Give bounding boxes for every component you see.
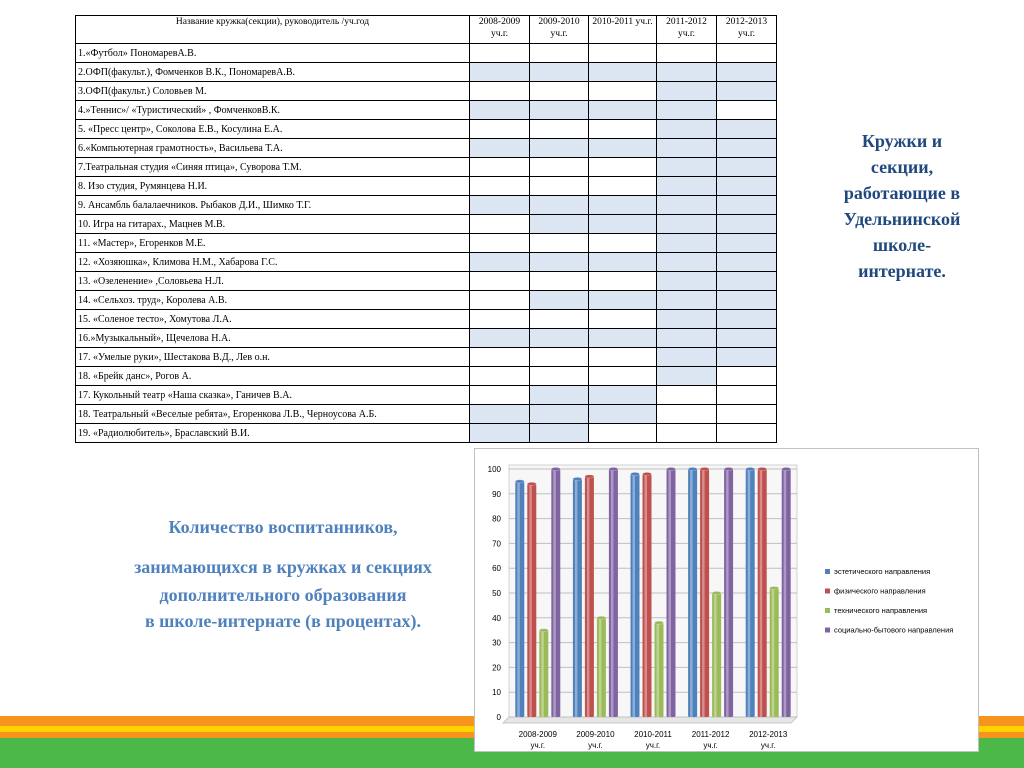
bar-cap: [609, 467, 618, 470]
bar-cap: [597, 616, 606, 619]
year-cell-empty: [470, 291, 530, 310]
table-row: [76, 82, 777, 101]
year-cell-active: [657, 253, 717, 272]
year-cell-active: [657, 139, 717, 158]
header-year-cell: 2008-2009 уч.г.: [470, 16, 530, 44]
legend-entry: физического направления: [834, 586, 926, 596]
bar-highlight: [748, 469, 751, 717]
year-cell-active: [717, 310, 777, 329]
table-row: [76, 348, 777, 367]
year-cell-active: [530, 101, 589, 120]
table-row: [76, 291, 777, 310]
table-row: [76, 272, 777, 291]
x-tick-label: 2008-2009: [518, 730, 557, 739]
bar-cap: [688, 467, 697, 470]
bar-cap: [527, 482, 536, 485]
year-cell-active: [717, 82, 777, 101]
clubs-table: [75, 15, 777, 443]
year-cell-active: [717, 196, 777, 215]
year-cell-active: [530, 386, 589, 405]
side-title-line: интернате.: [858, 261, 946, 281]
year-cell-empty: [589, 310, 657, 329]
x-tick-label: уч.г.: [760, 741, 776, 750]
year-cell-active: [657, 101, 717, 120]
year-cell-active: [470, 139, 530, 158]
bar-highlight: [702, 469, 705, 717]
table-row: [76, 329, 777, 348]
table-row: [76, 63, 777, 82]
y-tick-label: 80: [492, 514, 501, 524]
side-title-line: школе-: [872, 235, 932, 255]
year-cell-empty: [530, 82, 589, 101]
header-name-cell: Название кружка(секции), руководитель /уч.год: [76, 16, 470, 44]
table-row: [76, 177, 777, 196]
year-cell-active: [530, 196, 589, 215]
year-cell-active: [530, 291, 589, 310]
y-tick-label: 40: [492, 613, 501, 623]
bar-highlight: [669, 469, 672, 717]
bar: [597, 618, 606, 717]
year-cell-active: [657, 272, 717, 291]
club-name-cell: 11. «Мастер», Егоренков М.Е.: [76, 234, 470, 253]
side-title-line: Кружки и: [861, 131, 943, 151]
x-tick-label: уч.г.: [703, 741, 718, 750]
table-row: [76, 215, 777, 234]
year-cell-active: [717, 272, 777, 291]
bar-cap: [539, 629, 548, 632]
y-tick-label: 70: [492, 539, 501, 549]
year-cell-empty: [589, 272, 657, 291]
bar-cap: [712, 591, 721, 594]
year-cell-empty: [470, 44, 530, 63]
year-cell-active: [657, 348, 717, 367]
bar-highlight: [760, 469, 763, 717]
legend-entry: эстетического направления: [834, 567, 931, 576]
year-cell-active: [470, 253, 530, 272]
year-cell-empty: [470, 177, 530, 196]
bar-cap: [782, 467, 791, 470]
club-name-cell: 2.ОФП(факульт.), Фомченков В.К., ПономаревА.В.: [76, 63, 470, 82]
year-cell-active: [470, 63, 530, 82]
year-cell-active: [530, 253, 589, 272]
caption-line: в школе-интернате (в процентах).: [144, 611, 422, 631]
bar-cap: [585, 475, 594, 478]
bar-highlight: [690, 469, 693, 717]
year-cell-active: [717, 234, 777, 253]
header-year-cell: 2009-2010 уч.г.: [530, 16, 589, 44]
bar-highlight: [633, 474, 636, 717]
year-cell-empty: [589, 120, 657, 139]
year-cell-active: [657, 367, 717, 386]
club-name-cell: 17. Кукольный театр «Наша сказка», Ганичев В.А.: [76, 386, 470, 405]
year-cell-active: [657, 177, 717, 196]
year-cell-empty: [530, 310, 589, 329]
year-cell-active: [717, 177, 777, 196]
year-cell-active: [589, 253, 657, 272]
bar-highlight: [657, 623, 660, 717]
table-row: [76, 120, 777, 139]
bar-cap: [551, 467, 560, 470]
y-tick-label: 50: [492, 589, 501, 598]
year-cell-empty: [530, 272, 589, 291]
year-cell-active: [717, 63, 777, 82]
x-tick-label: уч.г.: [645, 741, 661, 750]
year-cell-active: [530, 215, 589, 234]
bar-cap: [667, 467, 676, 470]
club-name-cell: 3.ОФП(факульт.) Соловьев М.: [76, 82, 470, 101]
year-cell-empty: [657, 44, 717, 63]
year-cell-empty: [530, 44, 589, 63]
bar-highlight: [553, 469, 556, 717]
bar-cap: [573, 477, 582, 480]
club-name-cell: 18. Театральный «Веселые ребята», Егоренкова Л.В., Черноусова А.Б.: [76, 405, 470, 424]
table-row: [76, 101, 777, 120]
year-cell-empty: [470, 272, 530, 291]
legend-swatch: [825, 589, 830, 594]
header-year-cell: 2012-2013 уч.г.: [717, 16, 777, 44]
club-name-cell: 19. «Радиолюбитель», Браславский В.И.: [76, 424, 470, 443]
club-name-cell: 12. «Хозяюшка», Климова Н.М., Хабарова Г.С.: [76, 253, 470, 272]
table-row: [76, 386, 777, 405]
bar-cap: [655, 621, 664, 624]
year-cell-active: [657, 158, 717, 177]
year-cell-active: [470, 405, 530, 424]
year-cell-active: [657, 63, 717, 82]
bar-chart: [475, 449, 978, 751]
year-cell-active: [470, 329, 530, 348]
x-tick-label: 2011-2012: [691, 730, 730, 739]
club-name-cell: 18. «Брейк данс», Рогов А.: [76, 367, 470, 386]
year-cell-active: [589, 101, 657, 120]
year-cell-active: [717, 291, 777, 310]
year-cell-active: [717, 158, 777, 177]
year-cell-active: [470, 196, 530, 215]
side-title-line: секции,: [870, 157, 934, 177]
bar-highlight: [517, 481, 520, 717]
x-tick-label: 2009-2010: [576, 730, 615, 739]
table-row: [76, 139, 777, 158]
club-name-cell: 7.Театральная студия «Синяя птица», Суворова Т.М.: [76, 158, 470, 177]
year-cell-empty: [589, 367, 657, 386]
bar-highlight: [645, 474, 648, 717]
year-cell-active: [589, 196, 657, 215]
bar-cap: [643, 472, 652, 475]
bar-highlight: [599, 618, 602, 717]
bar: [573, 479, 582, 717]
club-name-cell: 15. «Соленое тесто», Хомутова Л.А.: [76, 310, 470, 329]
side-title-line: Удельнинской: [843, 209, 961, 229]
year-cell-empty: [717, 101, 777, 120]
year-cell-active: [589, 386, 657, 405]
year-cell-active: [657, 310, 717, 329]
year-cell-active: [470, 101, 530, 120]
table-row: [76, 405, 777, 424]
side-title-line: работающие в: [843, 183, 961, 203]
legend-swatch: [825, 608, 830, 613]
club-name-cell: 17. «Умелые руки», Шестакова В.Д., Лев о.н.: [76, 348, 470, 367]
table-row: [76, 367, 777, 386]
caption-line: занимающихся в кружках и секциях: [134, 557, 432, 577]
year-cell-empty: [657, 386, 717, 405]
legend-swatch: [825, 569, 830, 574]
year-cell-empty: [717, 367, 777, 386]
club-name-cell: 4.»Теннис»/ «Туристический» , ФомченковВ.К.: [76, 101, 470, 120]
year-cell-active: [657, 196, 717, 215]
table-row: [76, 158, 777, 177]
year-cell-empty: [470, 367, 530, 386]
caption-line: Количество воспитанников,: [168, 517, 398, 537]
bar-highlight: [726, 469, 729, 717]
year-cell-active: [657, 120, 717, 139]
year-cell-empty: [470, 234, 530, 253]
year-cell-empty: [470, 310, 530, 329]
year-cell-empty: [470, 215, 530, 234]
legend-entry: технического направления: [834, 606, 928, 615]
club-name-cell: 13. «Озеленение» ,Соловьева Н.Л.: [76, 272, 470, 291]
side-title: [818, 128, 986, 284]
year-cell-empty: [717, 424, 777, 443]
bar-highlight: [575, 479, 578, 717]
table-row: [76, 234, 777, 253]
year-cell-active: [717, 120, 777, 139]
table-header-row: [76, 16, 777, 44]
bar-highlight: [714, 593, 717, 717]
year-cell-empty: [589, 234, 657, 253]
year-cell-empty: [657, 405, 717, 424]
table-row: [76, 44, 777, 63]
year-cell-empty: [717, 44, 777, 63]
year-cell-empty: [717, 386, 777, 405]
year-cell-active: [589, 405, 657, 424]
table-row: [76, 424, 777, 443]
table-row: [76, 310, 777, 329]
year-cell-active: [589, 329, 657, 348]
year-cell-active: [589, 63, 657, 82]
year-cell-empty: [717, 405, 777, 424]
bar-highlight: [529, 484, 532, 717]
bar: [609, 469, 618, 717]
club-name-cell: 14. «Сельхоз. труд», Королева А.В.: [76, 291, 470, 310]
year-cell-empty: [589, 424, 657, 443]
year-cell-empty: [589, 44, 657, 63]
caption-line: дополнительного образования: [159, 585, 407, 605]
year-cell-active: [657, 329, 717, 348]
bar-highlight: [784, 469, 787, 717]
y-tick-label: 100: [487, 465, 501, 474]
club-name-cell: 8. Изо студия, Румянцева Н.И.: [76, 177, 470, 196]
year-cell-active: [717, 329, 777, 348]
club-name-cell: 16.»Музыкальный», Щечелова Н.А.: [76, 329, 470, 348]
year-cell-active: [530, 139, 589, 158]
year-cell-active: [657, 234, 717, 253]
year-cell-empty: [589, 348, 657, 367]
year-cell-empty: [530, 120, 589, 139]
year-cell-active: [717, 348, 777, 367]
header-year-cell: 2010-2011 уч.г.: [589, 16, 657, 44]
year-cell-empty: [589, 82, 657, 101]
y-tick-label: 20: [492, 663, 501, 673]
y-tick-label: 0: [496, 713, 501, 722]
bar-cap: [631, 472, 640, 475]
year-cell-empty: [530, 367, 589, 386]
bar-highlight: [611, 469, 614, 717]
year-cell-active: [717, 215, 777, 234]
y-tick-label: 30: [492, 638, 501, 648]
year-cell-empty: [530, 158, 589, 177]
year-cell-active: [589, 139, 657, 158]
club-name-cell: 1.«Футбол» ПономаревА.В.: [76, 44, 470, 63]
bar-cap: [758, 467, 767, 470]
bar-highlight: [541, 630, 544, 717]
bar-cap: [700, 467, 709, 470]
year-cell-active: [657, 291, 717, 310]
y-tick-label: 10: [492, 688, 501, 698]
club-name-cell: 5. «Пресс центр», Соколова Е.В., Косулина Е.А.: [76, 120, 470, 139]
bar-cap: [724, 467, 733, 470]
x-tick-label: уч.г.: [588, 741, 603, 750]
bar-cap: [515, 480, 524, 483]
year-cell-active: [530, 405, 589, 424]
legend-swatch: [825, 628, 830, 633]
bar-cap: [770, 586, 779, 589]
club-name-cell: 10. Игра на гитарах., Мацнев М.В.: [76, 215, 470, 234]
plot-floor: [503, 717, 797, 723]
year-cell-active: [470, 424, 530, 443]
year-cell-active: [530, 63, 589, 82]
bar: [585, 476, 594, 717]
year-cell-active: [530, 424, 589, 443]
year-cell-empty: [470, 82, 530, 101]
year-cell-active: [657, 82, 717, 101]
year-cell-active: [589, 215, 657, 234]
y-tick-label: 90: [492, 489, 501, 499]
club-name-cell: 6.«Компьютерная грамотность», Васильева Т.А.: [76, 139, 470, 158]
year-cell-empty: [470, 120, 530, 139]
year-cell-active: [717, 253, 777, 272]
year-cell-empty: [657, 424, 717, 443]
year-cell-empty: [470, 158, 530, 177]
bar-highlight: [772, 588, 775, 717]
y-tick-label: 60: [492, 564, 501, 574]
year-cell-empty: [589, 177, 657, 196]
year-cell-empty: [470, 348, 530, 367]
year-cell-active: [657, 215, 717, 234]
year-cell-empty: [470, 386, 530, 405]
table-row: [76, 196, 777, 215]
year-cell-active: [530, 329, 589, 348]
chart-container: [474, 448, 979, 752]
club-name-cell: 9. Ансамбль балалаечников. Рыбаков Д.И., Шимко Т.Г.: [76, 196, 470, 215]
legend-entry: социально-бытового направления: [834, 625, 954, 635]
x-tick-label: 2012-2013: [749, 730, 788, 739]
bar-highlight: [587, 476, 590, 717]
year-cell-active: [717, 139, 777, 158]
header-year-cell: 2011-2012 уч.г.: [657, 16, 717, 44]
year-cell-empty: [589, 158, 657, 177]
table-row: [76, 253, 777, 272]
x-tick-label: 2010-2011: [634, 730, 672, 739]
year-cell-empty: [530, 177, 589, 196]
year-cell-empty: [530, 234, 589, 253]
year-cell-active: [589, 291, 657, 310]
bar-cap: [746, 467, 755, 470]
year-cell-empty: [530, 348, 589, 367]
x-tick-label: уч.г.: [530, 741, 546, 750]
